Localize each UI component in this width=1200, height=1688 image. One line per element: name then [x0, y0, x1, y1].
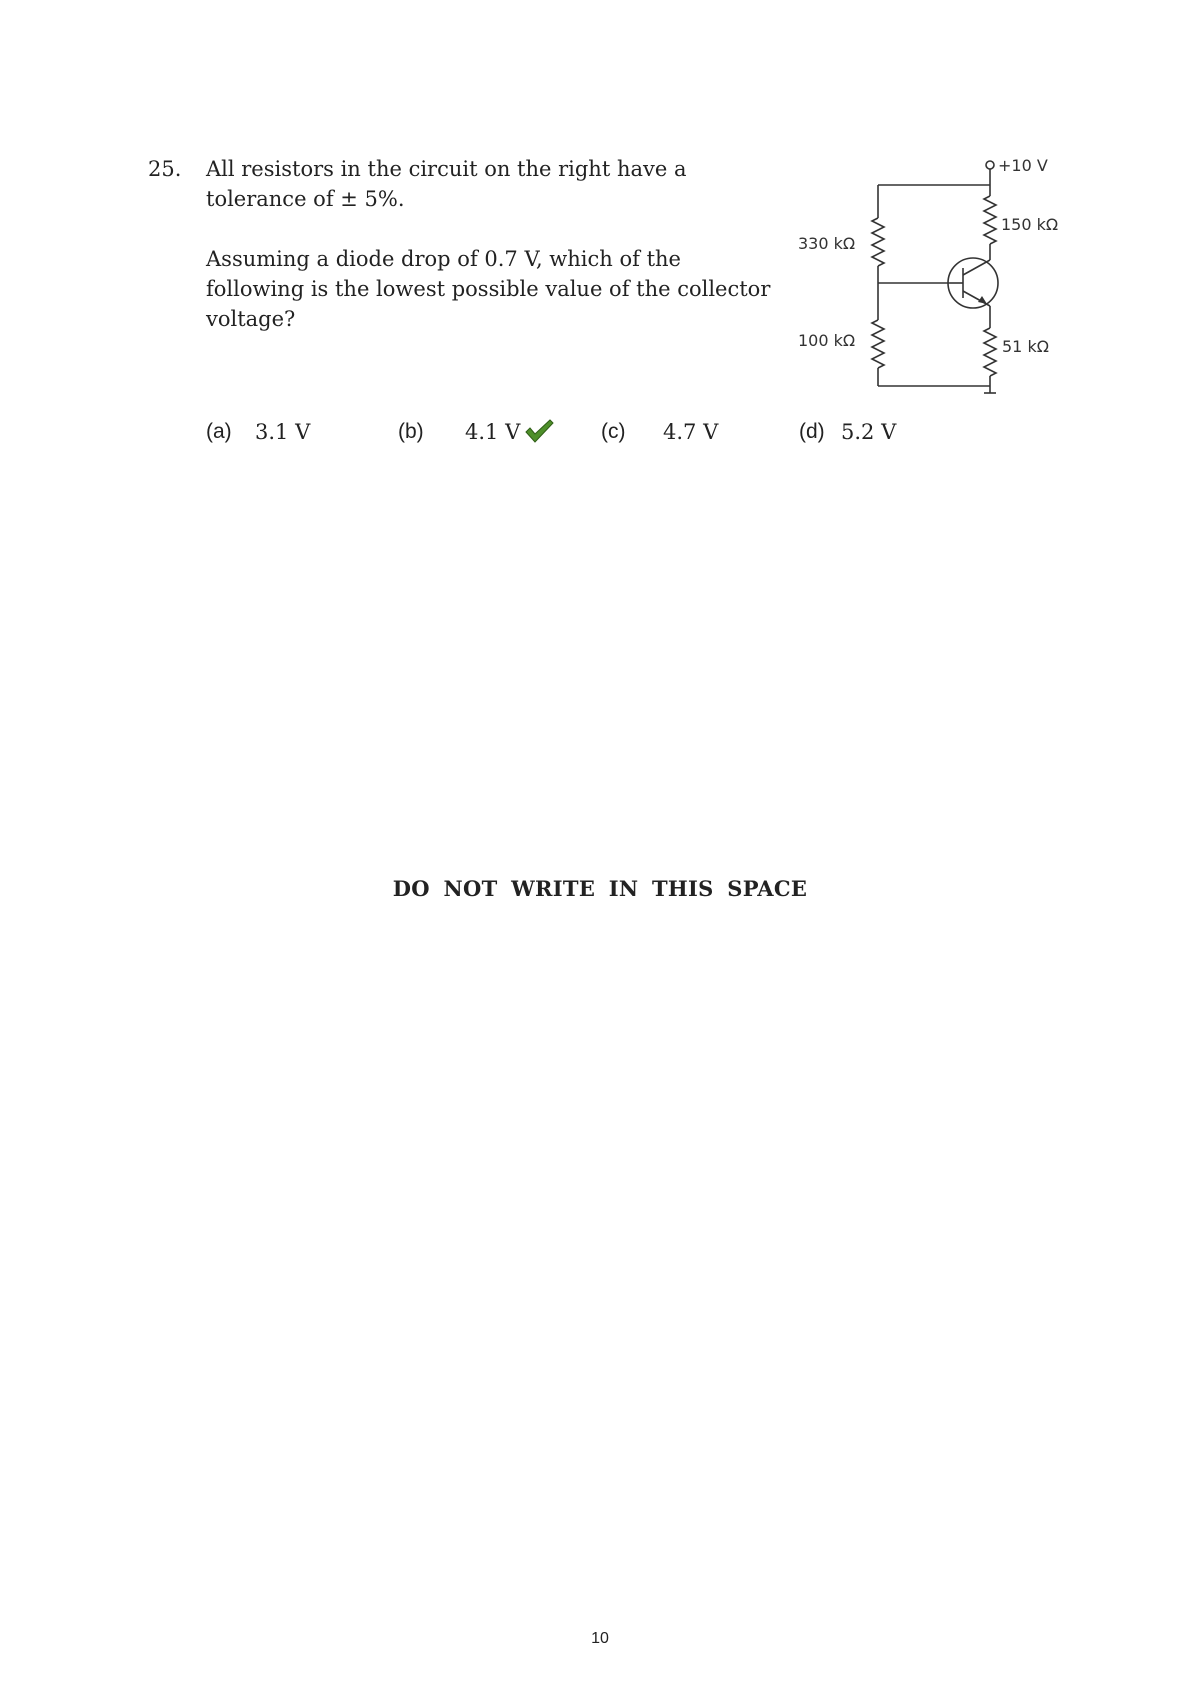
option-c-label: (c)	[601, 420, 626, 443]
question-line: tolerance of ± 5%.	[206, 187, 405, 211]
option-b-value: 4.1 V	[465, 420, 521, 444]
transistor-collector	[963, 260, 990, 275]
do-not-write-notice: DO NOT WRITE IN THIS SPACE	[392, 876, 808, 901]
question-line: following is the lowest possible value of the collector	[206, 277, 771, 301]
emitter-arrow	[978, 296, 987, 304]
checkmark-icon	[524, 418, 554, 444]
r1-label: 330 kΩ	[798, 234, 856, 253]
resistor-100k	[872, 320, 884, 368]
question-text-part1	[206, 154, 686, 214]
option-a-value: 3.1 V	[255, 420, 311, 444]
r2-label: 100 kΩ	[798, 331, 856, 350]
option-c-value: 4.7 V	[663, 420, 719, 444]
rc-label: 150 kΩ	[1001, 215, 1059, 234]
circuit-diagram	[790, 148, 1070, 398]
page-number: 10	[591, 1630, 609, 1647]
question-line: Assuming a diode drop of 0.7 V, which of the	[206, 247, 681, 271]
option-b-label: (b)	[398, 420, 424, 443]
resistor-330k	[872, 218, 884, 266]
supply-terminal	[986, 161, 994, 169]
option-d-label: (d)	[799, 420, 825, 443]
re-label: 51 kΩ	[1002, 337, 1049, 356]
question-text-part2	[206, 244, 770, 334]
supply-label: +10 V	[998, 156, 1048, 175]
resistor-51k	[984, 328, 996, 376]
option-d-value: 5.2 V	[841, 420, 897, 444]
resistor-150k	[984, 196, 996, 244]
option-a-label: (a)	[206, 420, 232, 443]
question-line: All resistors in the circuit on the right have a	[206, 157, 687, 181]
question-line: voltage?	[206, 307, 296, 331]
question-number: 25.	[148, 157, 182, 181]
